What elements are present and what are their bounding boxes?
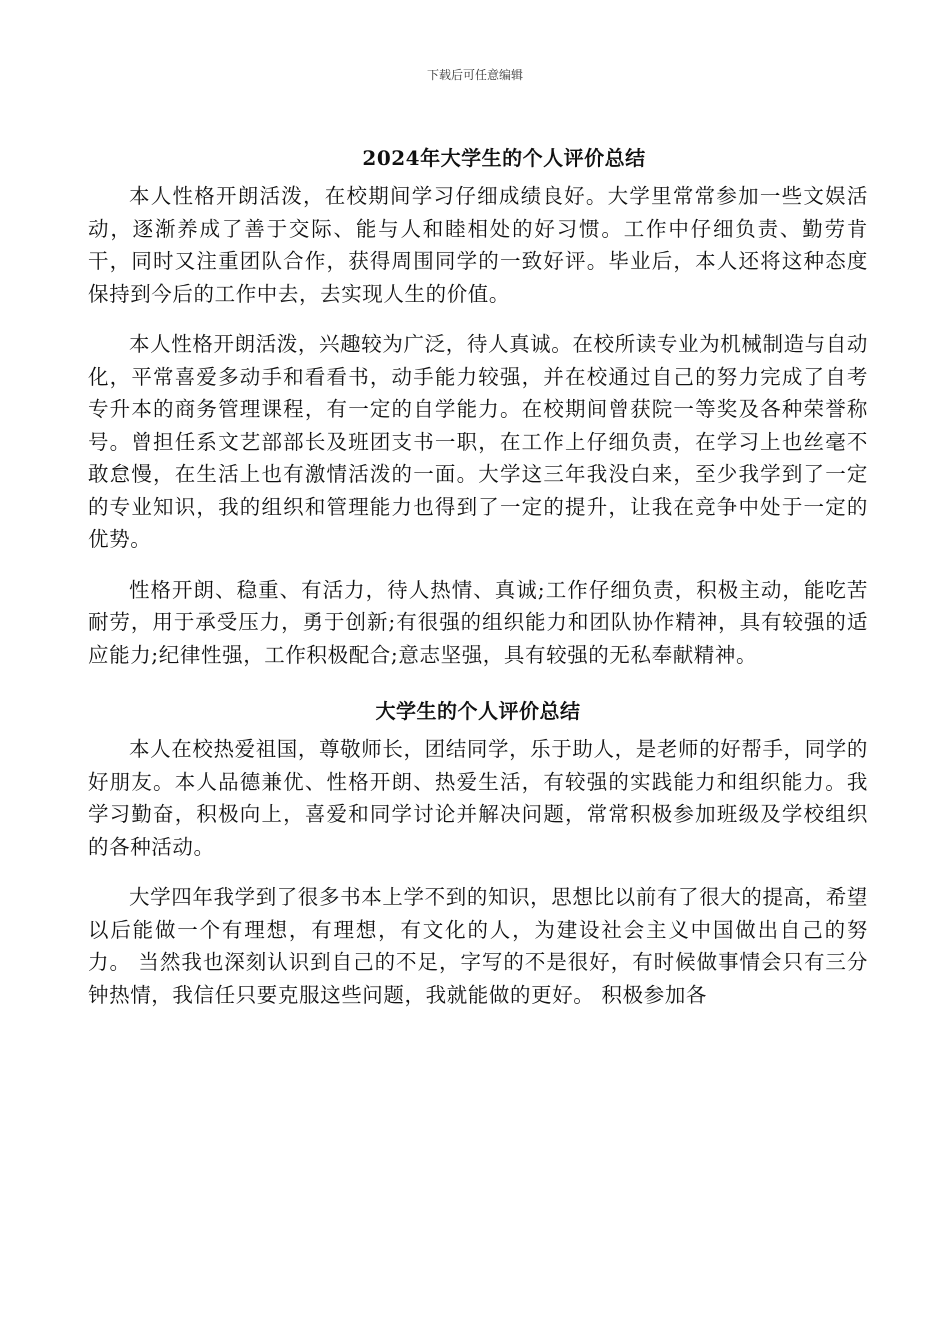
document-body xyxy=(88,136,868,1029)
paragraph-1-3: 性格开朗、稳重、有活力，待人热情、真诚;工作仔细负责，积极主动，能吃苦耐劳，用于承受压力，勇于创新;有很强的组织能力和团队协作精神，具有较强的适应能力;纪律性强，工作积极配合;意志坚强，具有较强的无私奉献精神。 xyxy=(88,577,868,667)
paragraph-1-2: 本人性格开朗活泼，兴趣较为广泛，待人真诚。在校所读专业为机械制造与自动化，平常喜爱多动手和看看书，动手能力较强，并在校通过自己的努力完成了自考专升本的商务管理课程，有一定的自学能力。在校期间曾获院一等奖及各种荣誉称号。曾担任系文艺部部长及班团支书一职，在工作上仔细负责，在学习上也丝毫不敢怠慢，在生活上也有激情活泼的一面。大学这三年我没白来，至少我学到了一定的专业知识，我的组织和管理能力也得到了一定的提升，让我在竞争中处于一定的优势。 xyxy=(88,332,868,551)
section-title-2: 大学生的个人评价总结 xyxy=(375,699,581,723)
paragraph-1-1: 本人性格开朗活泼，在校期间学习仔细成绩良好。大学里常常参加一些文娱活动，逐渐养成了善于交际、能与人和睦相处的好习惯。工作中仔细负责、勤劳肯干，同时又注重团队合作，获得周围同学的一致好评。毕业后，本人还将这种态度保持到今后的工作中去，去实现人生的价值。 xyxy=(88,184,868,306)
paragraph-2-1: 本人在校热爱祖国，尊敬师长，团结同学，乐于助人，是老师的好帮手，同学的好朋友。本人品德兼优、性格开朗、热爱生活，有较强的实践能力和组织能力。我学习勤奋，积极向上，喜爱和同学讨论并解决问题，常常积极参加班级及学校组织的各种活动。 xyxy=(88,737,868,859)
paragraph-2-2: 大学四年我学到了很多书本上学不到的知识，思想比以前有了很大的提高，希望以后能做一个有理想，有理想，有文化的人，为建设社会主义中国做出自己的努力。 当然我也深刻认识到自己的不足，字写的不是很好，有时候做事情会只有三分钟热情，我信任只要克服这些问题，我就能做的更好。 积极参加各 xyxy=(88,885,868,1007)
section-title-1: 2024年大学生的个人评价总结 xyxy=(362,146,646,170)
header-note: 下载后可任意编辑 xyxy=(426,68,523,82)
